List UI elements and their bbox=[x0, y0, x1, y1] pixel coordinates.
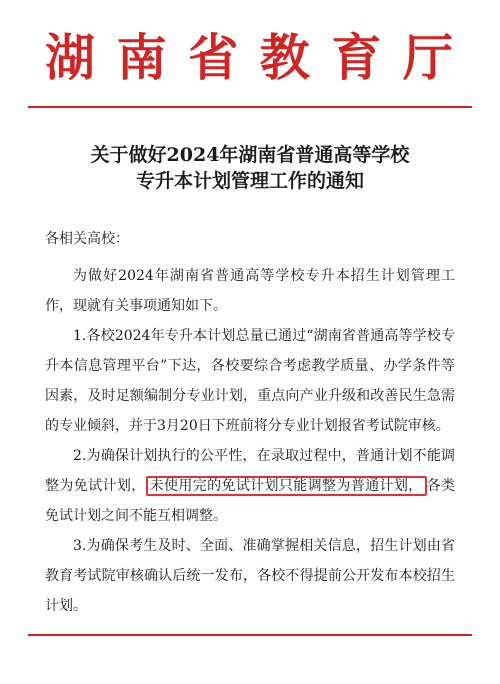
intro-paragraph: 为做好2024年湖南省普通高等学校专升本招生计划管理工作，现就有关事项通知如下。 bbox=[45, 268, 455, 314]
highlighted-sentence: 未使用完的免试计划只能调整为普通计划， bbox=[146, 476, 427, 496]
footer-red-rule bbox=[28, 634, 472, 636]
document-body bbox=[45, 261, 455, 621]
item-3-paragraph: 3.为确保考生及时、全面、准确掌握相关信息，招生计划由省教育考试院审核确认后统一发布，各校不得提前公开发布本校招生计划。 bbox=[45, 538, 455, 614]
document-title-line-1: 关于做好2024年湖南省普通高等学校 bbox=[90, 144, 410, 166]
document-title-line-2: 专升本计划管理工作的通知 bbox=[135, 170, 364, 192]
salutation: 各相关高校： bbox=[45, 231, 129, 247]
item-2-text-after: 各类免试计划之间不能互相调整。 bbox=[45, 478, 456, 524]
item-1-paragraph: 1.各校2024年专升本计划总量已通过“湖南省普通高等学校专升本信息管理平台”下达，各校要综合考虑教学质量、办学条件等因素，及时足额编制分专业计划，重点向产业升级和改善民生急需的专业倾斜，并于3月20日下班前将分专业计划报省考试院审核。 bbox=[45, 328, 455, 434]
item-2-paragraph bbox=[45, 441, 455, 531]
document-title bbox=[30, 142, 470, 194]
letterhead-agency-name: 湖南省教育厅 bbox=[45, 29, 455, 87]
item-2-text-before: 2.为确保计划执行的公平性，在录取过程中，普通计划不能调整为免试计划， bbox=[45, 448, 455, 494]
letterhead-red-rule bbox=[28, 106, 472, 108]
